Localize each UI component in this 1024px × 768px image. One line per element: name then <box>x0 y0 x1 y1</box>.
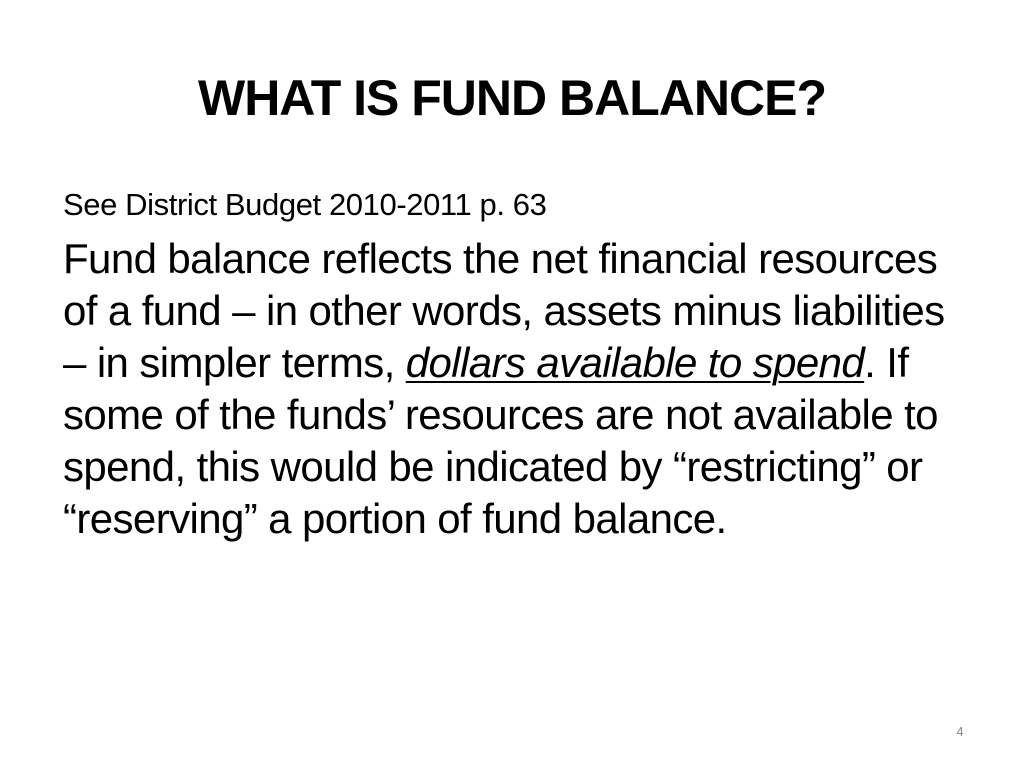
definition-text-end: . If some of the funds’ resources are not available to spend, this would be indicated by “restricting” or “reserving” a portion of fund balance. <box>63 339 938 542</box>
fund-balance-definition <box>63 233 963 545</box>
budget-reference: See District Budget 2010-2011 p. 63 <box>63 187 547 222</box>
definition-text-start: Fund balance reflects the net financial resources of a fund – in other words, assets minus liabilities – in simpler terms, <box>63 235 945 386</box>
emphasized-phrase: dollars available to spend <box>405 339 865 386</box>
slide-content <box>63 183 963 545</box>
slide-number: 4 <box>956 724 964 739</box>
slide-title: WHAT IS FUND BALANCE? <box>198 70 826 126</box>
